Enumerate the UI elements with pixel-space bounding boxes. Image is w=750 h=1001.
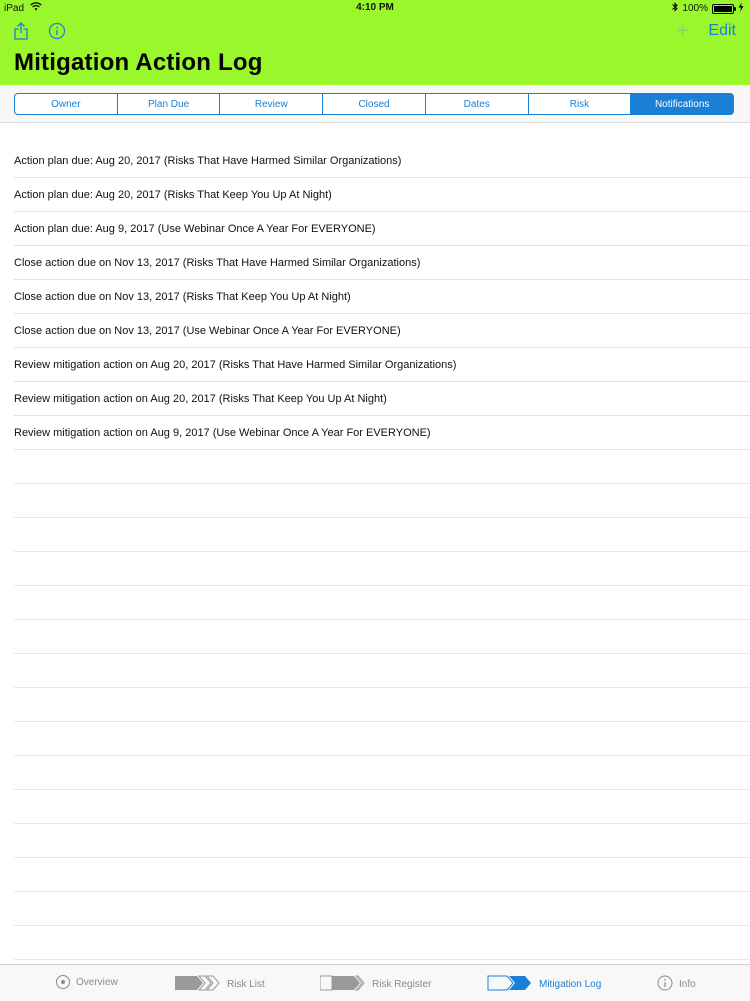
notification-text: Review mitigation action on Aug 20, 2017 (Risks That Keep You Up At Night) — [14, 392, 387, 405]
info-icon — [657, 975, 673, 994]
tab-label: Risk List — [227, 979, 265, 990]
notification-row[interactable] — [14, 314, 750, 348]
empty-row — [14, 620, 750, 654]
tab-label: Overview — [76, 976, 118, 988]
empty-row — [14, 926, 750, 960]
tab-risk-list[interactable] — [175, 975, 265, 994]
segment-notifications[interactable]: Notifications — [631, 94, 733, 114]
info-icon[interactable] — [48, 22, 66, 40]
empty-row — [14, 688, 750, 722]
empty-row — [14, 518, 750, 552]
tab-label: Risk Register — [372, 979, 432, 990]
risk-register-icon — [320, 975, 366, 994]
segment-plan-due[interactable]: Plan Due — [118, 94, 221, 114]
segment-review[interactable]: Review — [220, 94, 323, 114]
add-button[interactable]: + — [676, 20, 689, 42]
overview-icon — [56, 975, 70, 989]
notification-text: Review mitigation action on Aug 9, 2017 (Use Webinar Once A Year For EVERYONE) — [14, 426, 431, 439]
notification-text: Action plan due: Aug 20, 2017 (Risks That Have Harmed Similar Organizations) — [14, 154, 402, 167]
empty-row — [14, 824, 750, 858]
status-time: 4:10 PM — [356, 2, 394, 13]
segment-risk[interactable]: Risk — [529, 94, 632, 114]
empty-row — [14, 756, 750, 790]
notification-text: Close action due on Nov 13, 2017 (Use Webinar Once A Year For EVERYONE) — [14, 324, 401, 337]
notification-text: Action plan due: Aug 9, 2017 (Use Webinar Once A Year For EVERYONE) — [14, 222, 376, 235]
notification-list — [0, 144, 750, 960]
empty-row — [14, 654, 750, 688]
notification-row[interactable] — [14, 212, 750, 246]
empty-row — [14, 790, 750, 824]
empty-row — [14, 722, 750, 756]
segment-owner[interactable]: Owner — [15, 94, 118, 114]
empty-row — [14, 552, 750, 586]
notification-row[interactable] — [14, 382, 750, 416]
tab-risk-register[interactable] — [320, 975, 431, 994]
empty-row — [14, 484, 750, 518]
notification-row[interactable] — [14, 348, 750, 382]
navigation-header — [0, 0, 750, 85]
page-title: Mitigation Action Log — [14, 49, 263, 76]
notification-text: Close action due on Nov 13, 2017 (Risks That Have Harmed Similar Organizations) — [14, 256, 421, 269]
charging-icon — [738, 2, 744, 15]
notification-row[interactable] — [14, 280, 750, 314]
battery-icon — [712, 4, 734, 14]
tab-overview[interactable] — [56, 975, 118, 989]
edit-button[interactable]: Edit — [708, 22, 736, 39]
status-bar — [0, 0, 750, 16]
tab-mitigation-log[interactable] — [487, 975, 601, 994]
device-label: iPad — [4, 2, 25, 14]
notification-text: Review mitigation action on Aug 20, 2017 (Risks That Have Harmed Similar Organizations) — [14, 358, 457, 371]
segmented-control — [14, 93, 734, 115]
notification-text: Action plan due: Aug 20, 2017 (Risks That Keep You Up At Night) — [14, 188, 332, 201]
empty-row — [14, 858, 750, 892]
empty-row — [14, 450, 750, 484]
notification-row[interactable] — [14, 246, 750, 280]
notification-row[interactable] — [14, 144, 750, 178]
empty-row — [14, 892, 750, 926]
tab-info[interactable] — [657, 975, 696, 994]
bluetooth-icon — [672, 2, 678, 15]
risk-list-icon — [175, 975, 221, 994]
segment-dates[interactable]: Dates — [426, 94, 529, 114]
notification-row[interactable] — [14, 178, 750, 212]
notification-text: Close action due on Nov 13, 2017 (Risks That Keep You Up At Night) — [14, 290, 351, 303]
battery-percent: 100% — [682, 3, 708, 14]
segment-closed[interactable]: Closed — [323, 94, 426, 114]
share-icon[interactable] — [12, 22, 30, 40]
mitigation-log-icon — [487, 975, 533, 994]
notification-row[interactable] — [14, 416, 750, 450]
tab-label: Info — [679, 979, 696, 990]
tab-label: Mitigation Log — [539, 979, 602, 990]
tab-bar — [0, 964, 750, 1001]
filter-bar — [0, 85, 750, 123]
empty-row — [14, 586, 750, 620]
